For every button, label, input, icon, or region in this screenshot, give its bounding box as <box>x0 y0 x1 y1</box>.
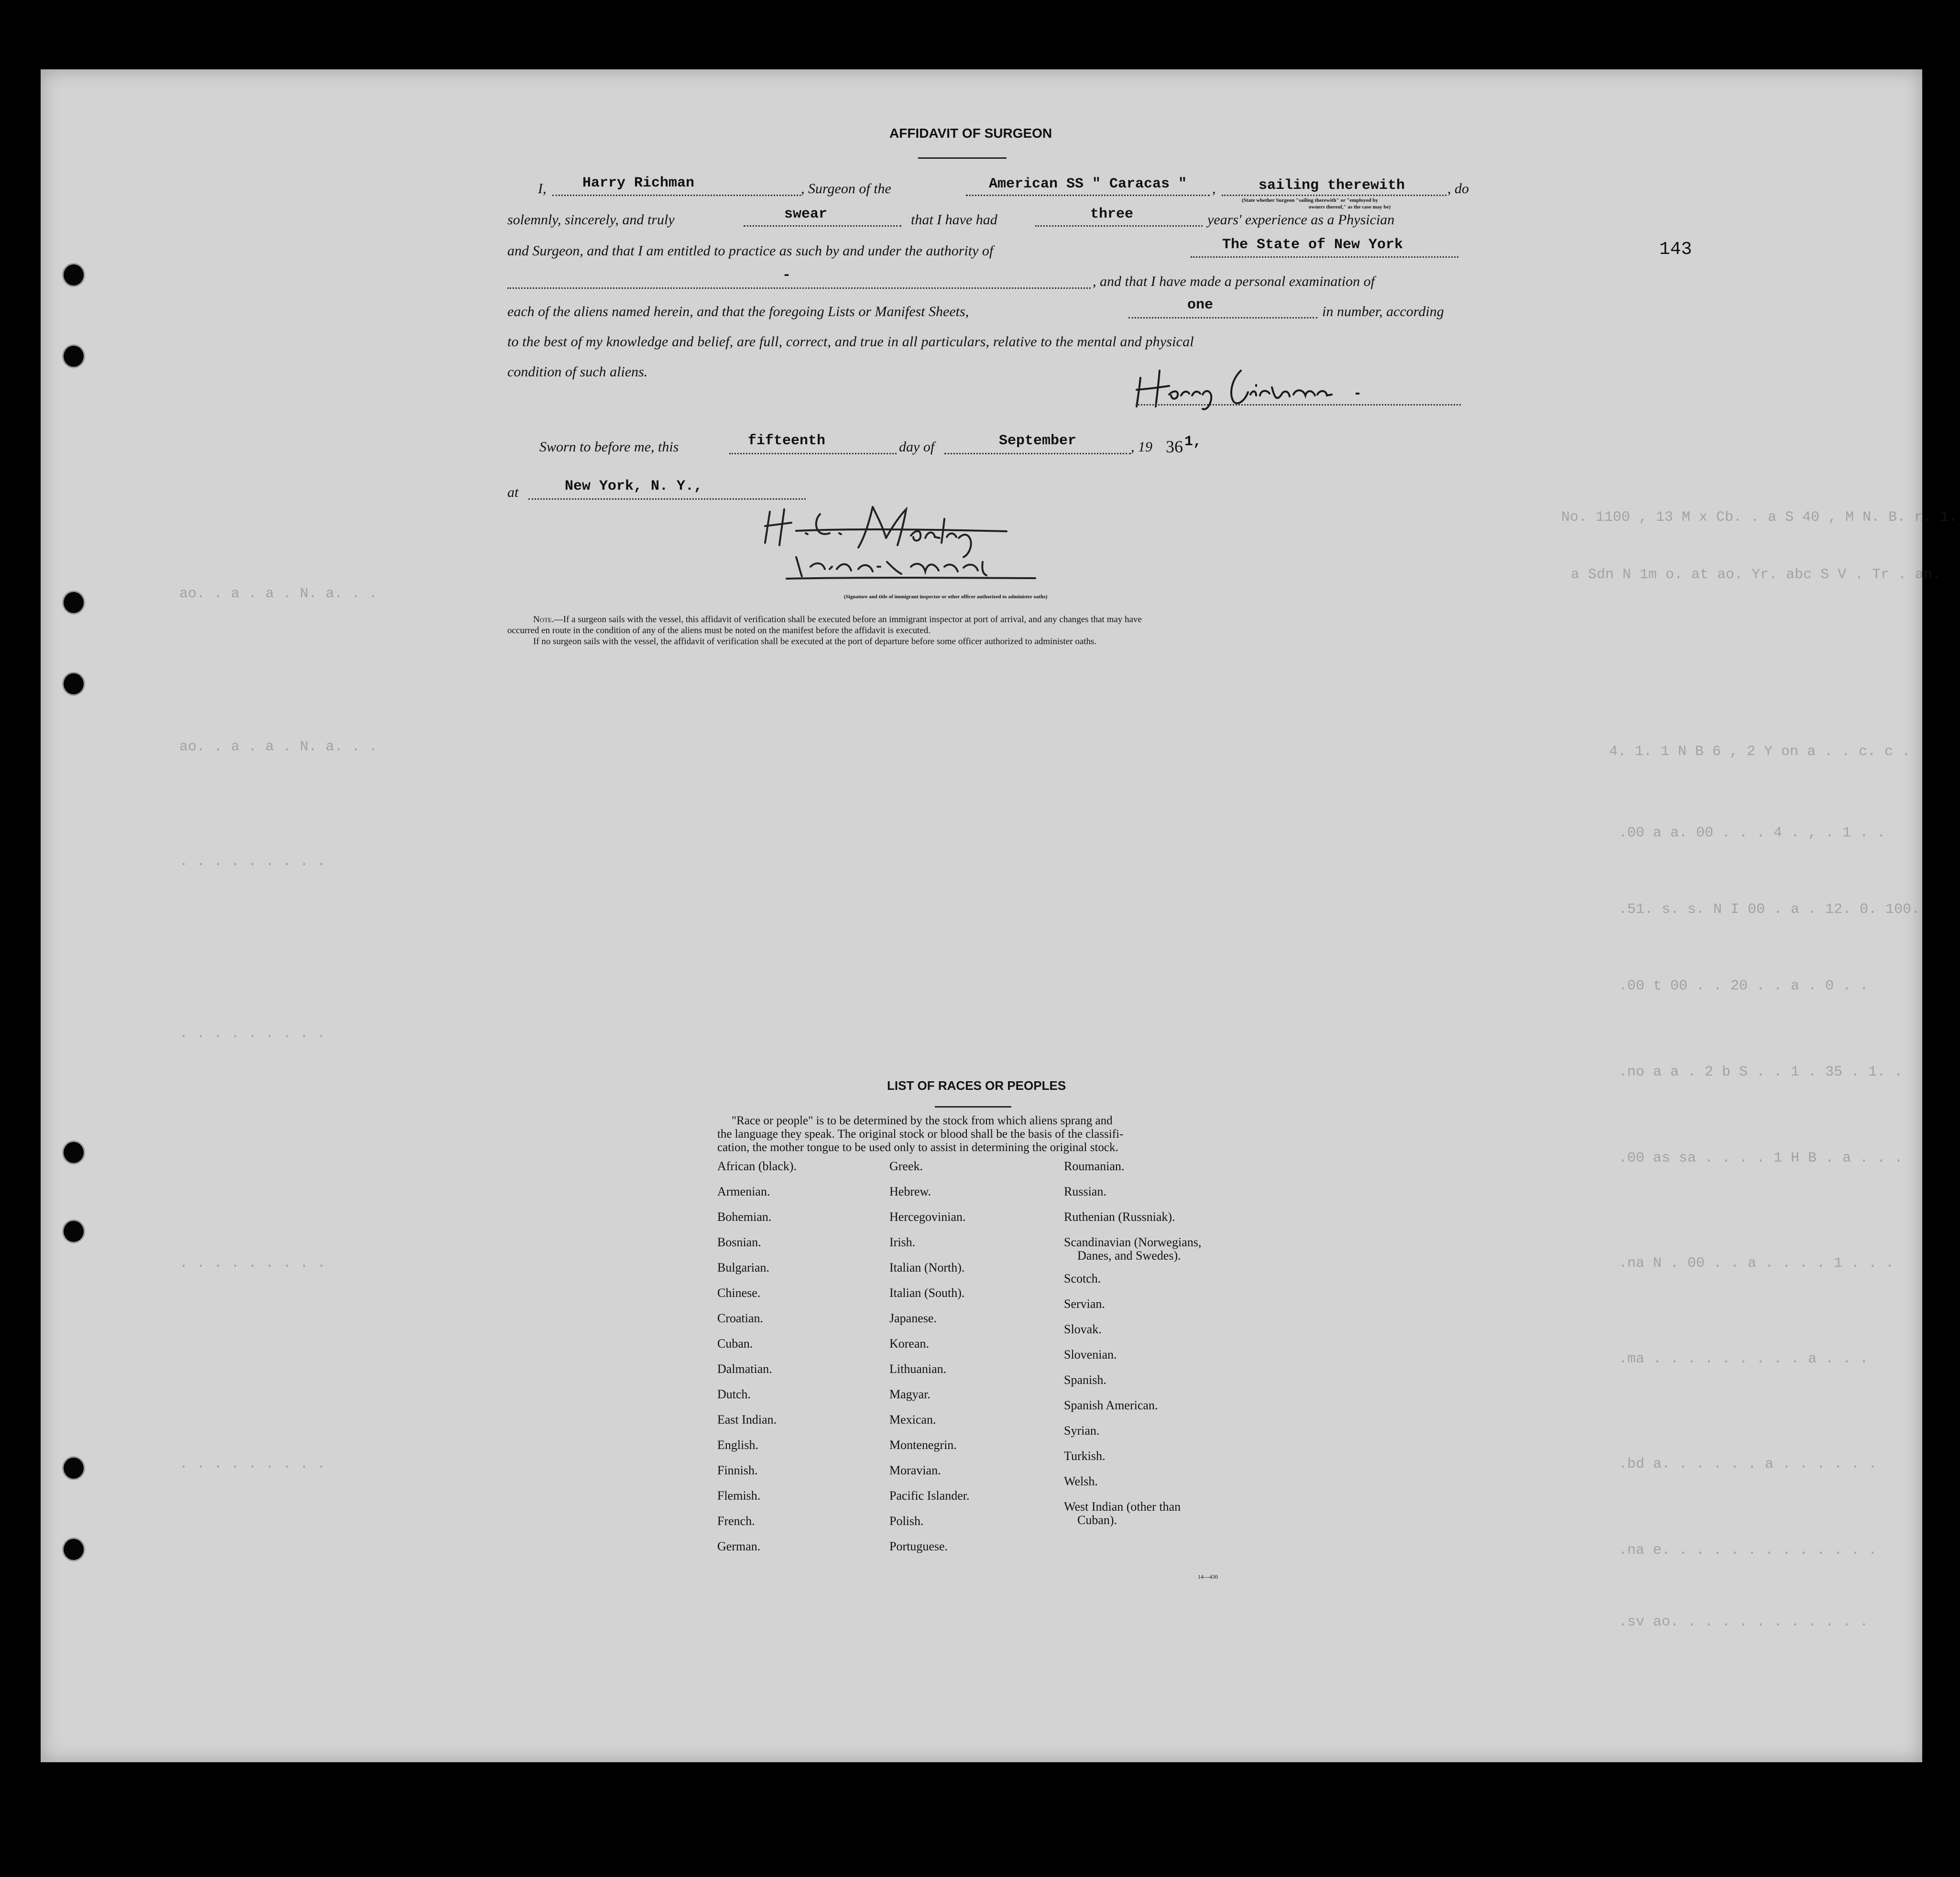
race-item: Danes, and Swedes). <box>1077 1249 1181 1262</box>
form-code: 14—430 <box>1198 1573 1218 1580</box>
race-item: Spanish. <box>1064 1373 1106 1387</box>
title-underline <box>918 157 1007 159</box>
inspector-signature-caption: (Signature and title of immigrant inspector or other officer authorized to administer oaths) <box>844 594 1048 600</box>
authority-cont-blank <box>507 287 1091 289</box>
binder-hole <box>62 672 85 696</box>
race-item: Croatian. <box>717 1311 764 1325</box>
inspector-signature-svg <box>758 495 1121 591</box>
affidavit-line1-pre: I, <box>538 181 547 197</box>
race-item: Finnish. <box>717 1463 758 1477</box>
races-title: LIST OF RACES OR PEOPLES <box>887 1078 1066 1093</box>
race-item: Turkish. <box>1064 1449 1106 1463</box>
affidavit-title: AFFIDAVIT OF SURGEON <box>889 126 1052 141</box>
sworn-year-suffix: 1, <box>1184 434 1202 450</box>
affidavit-line4-end: , and that I have made a personal examination of <box>1093 274 1375 289</box>
race-item: Cuban). <box>1077 1513 1117 1527</box>
oath-blank <box>744 225 901 227</box>
years-blank <box>1035 225 1203 227</box>
sheets-value: one <box>1187 297 1213 313</box>
surgeon-name-blank <box>552 195 801 196</box>
affidavit-line6: to the best of my knowledge and belief, are full, correct, and true in all particulars, relative to the mental and physical <box>507 334 1194 350</box>
race-item: Moravian. <box>889 1463 941 1477</box>
race-item: Polish. <box>889 1514 924 1528</box>
manifest-sheet: No. 1100 , 13 M x Cb. . a S 40 , M N. B. r. 1. a Sdn N 1m o. at ao. Yr. abc S V . Tr . an. 4. 1. 1 N B 6 , 2 Y on a . . c. c . .00 a a. 00 . . . 4 . , . 1 . . .51. s. s. N I 00 . a . 12. 0. 100. .00 t 00 . . 20 . . a . 0 . . .no a a . 2 b S . . 1 . 35 . 1. . .00 as sa . . . . 1 H B . a . . . .na N . 00 . . a . . . . 1 . . . .ma . . . . . . . . . a . . . .bd a. . . . . . a . . . . . . .na e. . . . . . . . . . . . . .sv ao. . . . . . . . . . . . ao. . a . a . N. a. . . ao. . a . a . N. a. . . . . . . . . . . . . . . . . . . . . . . . . . . . . . . . . . . . . . . AFFIDAVIT OF SURGEON 143 I, Harry Richman , Surgeon of the American SS " Caracas " , sailing therewith , do (State whether Surgeon "sailing therewith" or "employed by owners thereof," as the case may be) solemnly, sincerely, and truly swear that I have had three years' experience as a Physician and Surgeon, and that I am entitled to practice as such by and under the authority of The State of New York - , and that I have made a personal examination of each of the aliens named herein, and that the foregoing Lists or Manifest Sheets, one in number, according to the best of my knowledge and belief, are full, correct, and true in all particulars, relative to the mental and physical condition of such aliens. Sworn to before me, this fifteenth day of September , 19 36 1, at New York, N. Y., (Signature and title of immigrant inspector or other officer authorized to administer oaths) Note.—If a surgeon sails with the vessel, this affidavit of verification shall be executed before an immigrant inspector at port of arrival, and any changes that may have occurred en route in the condition of any of the aliens must be noted on the manifest before the affidavit is executed. If no surgeon sails with the vessel, the affidavit of verification shall be executed at the port of departure before some officer authorized to administer oaths. LIST OF RACES OR PEOPLES "Race or people" is to be determined by the stock from which aliens sprang and the language they speak. The original stock or blood shall be the basis of the classifi- cation, the mother tongue to be used only to assist in determining the original stock. African (black). Armenian. Bohemian. Bosnian. Bulgarian. Chinese. Croatian. Cuban. Dalmatian. Dutch. East Indian. English. Finnish. Flemish. French. German. Greek. Hebrew. Hercegovinian. Irish. Italian (North). Italian (South). Japanese. Korean. Lithuanian. Magyar. Mexican. Montenegrin. Moravian. Pacific Islander. Polish. Portuguese. Roumanian. Russian. Ruthenian (Russniak). Scandinavian (Norwegians, Danes, and Swedes). Scotch. Servian. Slovak. Slovenian. Spanish. Spanish American. Syrian. Turkish. Welsh. West Indian (other than Cuban). 14—430 <box>41 69 1922 1762</box>
note-head: Note. <box>533 615 554 625</box>
binder-hole <box>62 591 85 615</box>
race-item: Russian. <box>1064 1185 1106 1198</box>
race-item: Italian (South). <box>889 1286 965 1300</box>
race-item: Roumanian. <box>1064 1159 1125 1173</box>
races-intro-2: the language they speak. The original stock or blood shall be the basis of the classifi- <box>717 1128 1124 1141</box>
race-item: Cuban. <box>717 1337 753 1350</box>
vessel-value: American SS " Caracas " <box>988 176 1187 192</box>
affidavit-line1-mid: , Surgeon of the <box>801 181 891 197</box>
authority-cont-value: - <box>782 267 791 284</box>
place-value: New York, N. Y., <box>564 478 703 494</box>
vessel-blank <box>966 195 1210 196</box>
binder-hole <box>62 263 85 287</box>
sheets-blank <box>1128 317 1317 318</box>
race-item: Greek. <box>889 1159 923 1173</box>
races-title-underline <box>935 1106 1011 1108</box>
race-item: Hercegovinian. <box>889 1210 966 1224</box>
race-item: Mexican. <box>889 1413 936 1427</box>
race-item: Bosnian. <box>717 1235 761 1249</box>
sworn-day-value: fifteenth <box>747 433 826 449</box>
race-item: Pacific Islander. <box>889 1489 970 1503</box>
race-item: Slovenian. <box>1064 1348 1117 1361</box>
sworn-year-pre: , 19 <box>1131 439 1152 455</box>
sworn-pre: Sworn to before me, this <box>539 439 679 455</box>
race-item: Hebrew. <box>889 1185 931 1198</box>
note-text-1: —If a surgeon sails with the vessel, this affidavit of verification shall be executed before an immigrant inspector at port of arrival, and any changes that may have <box>554 615 1142 625</box>
inspector-signature <box>758 495 1121 591</box>
sailing-value: sailing therewith <box>1258 177 1405 194</box>
affidavit-line2-end: years' experience as a Physician <box>1207 212 1395 228</box>
oath-value: swear <box>784 206 827 222</box>
note-line-1 <box>533 615 1142 625</box>
race-item: Portuguese. <box>889 1539 948 1553</box>
race-item: Bohemian. <box>717 1210 772 1224</box>
race-item: Chinese. <box>717 1286 761 1300</box>
race-item: Bulgarian. <box>717 1261 770 1274</box>
affidavit-line5-pre: each of the aliens named herein, and that the foregoing Lists or Manifest Sheets, <box>507 304 969 319</box>
authority-blank <box>1191 256 1458 258</box>
race-item: German. <box>717 1539 761 1553</box>
race-item: African (black). <box>717 1159 797 1173</box>
comma-1: , <box>1212 181 1216 197</box>
affidavit-line2-pre: solemnly, sincerely, and truly <box>507 212 675 228</box>
race-item: Lithuanian. <box>889 1362 947 1376</box>
note-line-2: occurred en route in the condition of any of the aliens must be noted on the manifest before the affidavit is executed. <box>507 626 931 636</box>
race-item: English. <box>717 1438 758 1452</box>
at-label: at <box>507 484 519 500</box>
race-item: Armenian. <box>717 1185 770 1198</box>
years-value: three <box>1090 206 1133 222</box>
sworn-day-blank <box>729 453 897 454</box>
race-item: Ruthenian (Russniak). <box>1064 1210 1175 1224</box>
binder-hole <box>62 1141 85 1164</box>
races-intro-3: cation, the mother tongue to be used only to assist in determining the original stock. <box>717 1141 1118 1154</box>
race-item: Dutch. <box>717 1387 751 1401</box>
surgeon-name-value: Harry Richman <box>582 175 695 191</box>
race-item: Italian (North). <box>889 1261 965 1274</box>
race-item: Syrian. <box>1064 1424 1100 1438</box>
sailing-note-2: owners thereof," as the case may be) <box>1309 204 1391 210</box>
note-line-3: If no surgeon sails with the vessel, the affidavit of verification shall be executed at the port of departure before some officer authorized to administer oaths. <box>533 637 1097 647</box>
affidavit-line5-end: in number, according <box>1322 304 1444 319</box>
sworn-mid: day of <box>899 439 935 455</box>
surgeon-signature <box>1131 361 1461 414</box>
sworn-year-value: 36 <box>1166 437 1183 456</box>
race-item: West Indian (other than <box>1064 1500 1181 1514</box>
binder-hole <box>62 1456 85 1480</box>
race-item: Slovak. <box>1064 1322 1102 1336</box>
binder-hole <box>62 1537 85 1561</box>
race-item: Irish. <box>889 1235 916 1249</box>
race-item: Magyar. <box>889 1387 931 1401</box>
affidavit-line3-pre: and Surgeon, and that I am entitled to practice as such by and under the authority of <box>507 243 994 259</box>
authority-value: The State of New York <box>1222 237 1403 253</box>
race-item: Dalmatian. <box>717 1362 772 1376</box>
race-item: Flemish. <box>717 1489 761 1503</box>
page-number: 143 <box>1659 239 1692 260</box>
binder-hole <box>62 1219 85 1243</box>
sailing-blank <box>1222 195 1446 196</box>
race-item: Scandinavian (Norwegians, <box>1064 1235 1202 1249</box>
race-item: Korean. <box>889 1337 930 1350</box>
binder-hole <box>62 344 85 368</box>
race-item: Japanese. <box>889 1311 937 1325</box>
sailing-note-1: (State whether Surgeon "sailing therewith" or "employed by <box>1242 198 1379 203</box>
race-item: Montenegrin. <box>889 1438 957 1452</box>
race-item: French. <box>717 1514 755 1528</box>
sworn-month-value: September <box>998 433 1077 449</box>
race-item: Welsh. <box>1064 1474 1098 1488</box>
race-item: Scotch. <box>1064 1272 1101 1285</box>
affidavit-line7: condition of such aliens. <box>507 364 648 380</box>
affidavit-line1-end: , do <box>1447 181 1469 197</box>
surgeon-signature-svg <box>1131 361 1461 414</box>
race-item: East Indian. <box>717 1413 777 1427</box>
signature-line <box>1136 404 1461 406</box>
race-item: Spanish American. <box>1064 1398 1158 1412</box>
affidavit-line2-mid: that I have had <box>911 212 997 228</box>
races-intro-1: "Race or people" is to be determined by the stock from which aliens sprang and <box>732 1114 1113 1127</box>
race-item: Servian. <box>1064 1297 1105 1311</box>
sworn-month-blank <box>944 453 1131 454</box>
